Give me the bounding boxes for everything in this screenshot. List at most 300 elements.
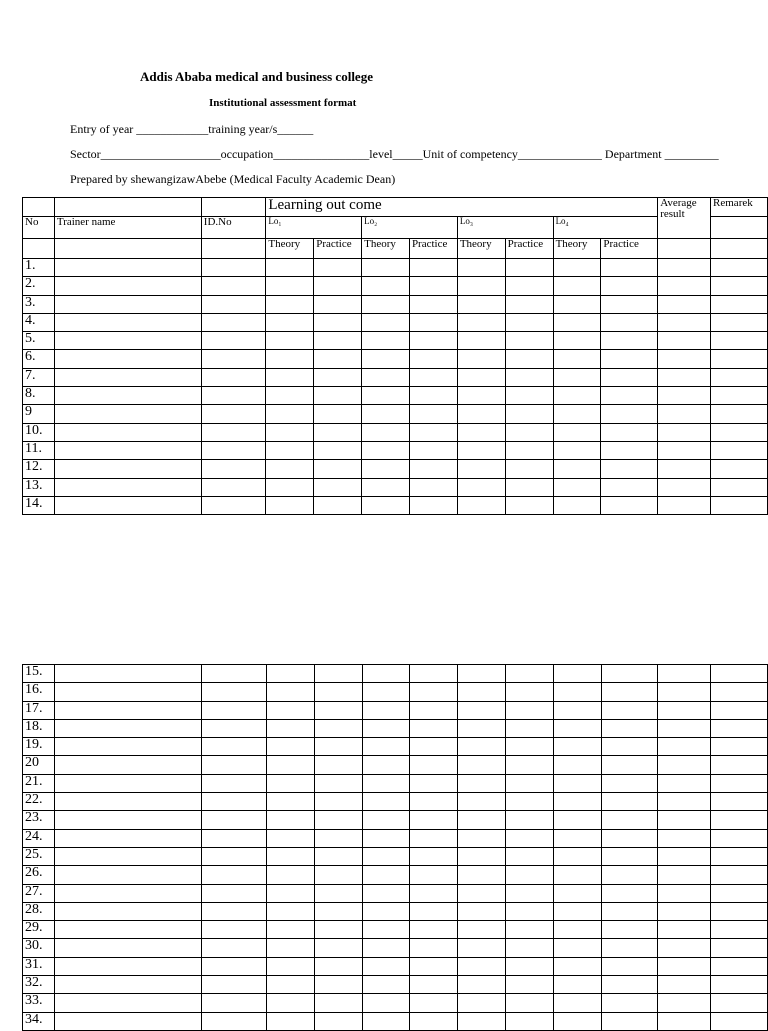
blank-cell	[601, 683, 658, 701]
blank-cell	[362, 496, 410, 514]
lo4-theory-header: Theory	[553, 239, 601, 259]
blank-cell	[362, 921, 410, 939]
blank-cell	[362, 847, 410, 865]
blank-cell	[506, 976, 554, 994]
blank-cell	[410, 738, 458, 756]
blank-cell	[267, 847, 315, 865]
blank-cell	[409, 332, 457, 350]
blank-cell	[314, 994, 362, 1012]
table-row	[23, 774, 768, 792]
lo2-theory-header: Theory	[362, 239, 410, 259]
blank-cell	[362, 332, 410, 350]
blank-cell	[553, 683, 601, 701]
blank-cell	[711, 313, 768, 331]
blank-cell	[506, 884, 554, 902]
row-number: 18.	[23, 719, 55, 737]
row-number: 23.	[23, 811, 55, 829]
blank-cell	[711, 1012, 768, 1030]
blank-cell	[505, 460, 553, 478]
blank-cell	[362, 1012, 410, 1030]
table-row	[23, 441, 768, 459]
blank-cell	[54, 332, 201, 350]
blank-cell	[54, 665, 201, 683]
blank-cell	[458, 756, 506, 774]
table-row	[23, 793, 768, 811]
blank-cell	[458, 866, 506, 884]
blank-cell	[314, 738, 362, 756]
blank-cell	[362, 478, 410, 496]
blank-cell	[505, 313, 553, 331]
row-number: 11.	[23, 441, 55, 459]
blank-cell	[54, 738, 201, 756]
blank-cell	[601, 811, 658, 829]
blank-cell	[201, 277, 266, 295]
blank-cell	[201, 368, 266, 386]
blank-cell	[458, 738, 506, 756]
blank-cell	[601, 1012, 658, 1030]
table-row	[23, 738, 768, 756]
blank-cell	[201, 423, 266, 441]
blank-cell	[362, 719, 410, 737]
blank-cell	[457, 478, 505, 496]
blank-cell	[266, 441, 314, 459]
lo3-theory-header: Theory	[457, 239, 505, 259]
blank-cell	[458, 976, 506, 994]
blank-cell	[410, 701, 458, 719]
blank-cell	[458, 811, 506, 829]
blank-cell	[314, 496, 362, 514]
blank-cell	[202, 665, 267, 683]
blank-cell	[54, 259, 201, 277]
blank-cell	[362, 793, 410, 811]
row-number: 4.	[23, 313, 55, 331]
row-number: 1.	[23, 259, 55, 277]
blank-cell	[658, 1012, 711, 1030]
table-row	[23, 701, 768, 719]
blank-cell	[54, 847, 201, 865]
blank-cell	[658, 902, 711, 920]
blank-cell	[505, 441, 553, 459]
blank-cell	[266, 423, 314, 441]
blank-cell	[314, 368, 362, 386]
blank-cell	[54, 1012, 201, 1030]
blank-cell	[658, 259, 711, 277]
blank-cell	[410, 665, 458, 683]
blank-cell	[458, 994, 506, 1012]
blank-cell	[553, 756, 601, 774]
table-row	[23, 719, 768, 737]
blank-cell	[658, 994, 711, 1012]
blank-cell	[553, 478, 601, 496]
blank-cell	[267, 921, 315, 939]
remark-header: Remarek	[711, 198, 768, 217]
blank-cell	[457, 313, 505, 331]
blank-cell	[54, 939, 201, 957]
blank-cell	[314, 756, 362, 774]
blank-cell	[409, 405, 457, 423]
blank-cell	[410, 811, 458, 829]
blank-cell	[54, 756, 201, 774]
table-row	[23, 994, 768, 1012]
table-row	[23, 847, 768, 865]
blank-cell	[266, 259, 314, 277]
blank-cell	[458, 701, 506, 719]
blank-cell	[202, 811, 267, 829]
row-number: 14.	[23, 496, 55, 514]
blank-cell	[267, 738, 315, 756]
blank-cell	[711, 496, 768, 514]
lo3-header: Lo₃	[457, 217, 553, 239]
blank-cell	[314, 387, 362, 405]
blank-cell	[711, 811, 768, 829]
blank-cell	[202, 719, 267, 737]
blank-cell	[409, 295, 457, 313]
blank-cell	[457, 332, 505, 350]
blank-cell	[601, 295, 658, 313]
blank-cell	[711, 756, 768, 774]
blank-cell	[711, 295, 768, 313]
blank-cell	[458, 793, 506, 811]
lo1-header: Lo₁	[266, 217, 362, 239]
blank-cell	[711, 683, 768, 701]
blank-cell	[601, 738, 658, 756]
blank-cell	[658, 478, 711, 496]
blank-cell	[457, 460, 505, 478]
blank-cell	[267, 884, 315, 902]
header-empty-cell	[23, 198, 55, 217]
blank-cell	[410, 829, 458, 847]
blank-cell	[658, 884, 711, 902]
blank-cell	[314, 665, 362, 683]
blank-cell	[54, 829, 201, 847]
table-row	[23, 313, 768, 331]
blank-cell	[266, 368, 314, 386]
blank-cell	[54, 387, 201, 405]
blank-cell	[711, 884, 768, 902]
blank-cell	[54, 884, 201, 902]
lo2-practice-header: Practice	[409, 239, 457, 259]
blank-cell	[314, 847, 362, 865]
blank-cell	[314, 259, 362, 277]
blank-cell	[314, 829, 362, 847]
blank-cell	[54, 313, 201, 331]
blank-cell	[267, 829, 315, 847]
blank-cell	[658, 921, 711, 939]
blank-cell	[658, 957, 711, 975]
blank-cell	[601, 793, 658, 811]
blank-cell	[711, 350, 768, 368]
blank-cell	[458, 902, 506, 920]
row-number: 8.	[23, 387, 55, 405]
blank-cell	[553, 368, 601, 386]
blank-cell	[409, 387, 457, 405]
blank-cell	[553, 496, 601, 514]
table-row	[23, 332, 768, 350]
blank-cell	[54, 994, 201, 1012]
blank-cell	[601, 866, 658, 884]
blank-cell	[711, 423, 768, 441]
blank-cell	[601, 957, 658, 975]
blank-cell	[711, 441, 768, 459]
row-number: 3.	[23, 295, 55, 313]
blank-cell	[658, 829, 711, 847]
blank-cell	[553, 332, 601, 350]
blank-cell	[711, 939, 768, 957]
blank-cell	[506, 719, 554, 737]
blank-cell	[505, 332, 553, 350]
blank-cell	[658, 847, 711, 865]
blank-cell	[202, 847, 267, 865]
blank-cell	[601, 719, 658, 737]
blank-cell	[601, 756, 658, 774]
row-number: 16.	[23, 683, 55, 701]
blank-cell	[553, 994, 601, 1012]
blank-cell	[54, 683, 201, 701]
prepared-by-line: Prepared by shewangizawAbebe (Medical Faculty Academic Dean)	[70, 172, 396, 186]
blank-cell	[658, 460, 711, 478]
blank-cell	[201, 259, 266, 277]
blank-cell	[202, 756, 267, 774]
blank-cell	[658, 405, 711, 423]
blank-cell	[658, 866, 711, 884]
blank-cell	[711, 405, 768, 423]
blank-cell	[314, 350, 362, 368]
blank-cell	[553, 441, 601, 459]
lo3-practice-header: Practice	[505, 239, 553, 259]
blank-cell	[362, 976, 410, 994]
blank-cell	[457, 387, 505, 405]
learning-outcome-header: Learning out come	[266, 198, 658, 217]
blank-cell	[601, 423, 658, 441]
blank-cell	[201, 496, 266, 514]
blank-cell	[409, 478, 457, 496]
blank-cell	[267, 957, 315, 975]
table-row	[23, 683, 768, 701]
blank-cell	[711, 847, 768, 865]
blank-cell	[553, 866, 601, 884]
blank-cell	[506, 701, 554, 719]
blank-cell	[314, 441, 362, 459]
table-row	[23, 866, 768, 884]
blank-cell	[601, 902, 658, 920]
blank-cell	[362, 829, 410, 847]
blank-cell	[314, 423, 362, 441]
row-number: 34.	[23, 1012, 55, 1030]
blank-cell	[658, 368, 711, 386]
blank-cell	[410, 902, 458, 920]
blank-cell	[267, 774, 315, 792]
blank-cell	[553, 793, 601, 811]
blank-cell	[553, 405, 601, 423]
row-number: 24.	[23, 829, 55, 847]
blank-cell	[362, 368, 410, 386]
row-number: 6.	[23, 350, 55, 368]
assessment-table-page2	[22, 664, 768, 1031]
table-row	[23, 405, 768, 423]
blank-cell	[506, 921, 554, 939]
blank-cell	[553, 976, 601, 994]
row-number: 5.	[23, 332, 55, 350]
blank-cell	[506, 811, 554, 829]
blank-cell	[314, 701, 362, 719]
blank-cell	[54, 368, 201, 386]
blank-cell	[711, 976, 768, 994]
header-empty-cell	[711, 239, 768, 259]
blank-cell	[54, 957, 201, 975]
blank-cell	[54, 460, 201, 478]
blank-cell	[601, 387, 658, 405]
blank-cell	[505, 405, 553, 423]
blank-cell	[601, 994, 658, 1012]
college-name: Addis Ababa medical and business college	[140, 69, 373, 84]
row-number: 9	[23, 405, 55, 423]
blank-cell	[314, 478, 362, 496]
blank-cell	[54, 277, 201, 295]
table-row	[23, 460, 768, 478]
row-number: 19.	[23, 738, 55, 756]
blank-cell	[658, 793, 711, 811]
blank-cell	[362, 259, 410, 277]
blank-cell	[409, 313, 457, 331]
blank-cell	[267, 683, 315, 701]
blank-cell	[54, 902, 201, 920]
blank-cell	[553, 829, 601, 847]
blank-cell	[362, 866, 410, 884]
blank-cell	[553, 921, 601, 939]
blank-cell	[267, 866, 315, 884]
blank-cell	[266, 295, 314, 313]
blank-cell	[601, 405, 658, 423]
blank-cell	[658, 701, 711, 719]
blank-cell	[458, 829, 506, 847]
header-empty-cell	[54, 239, 201, 259]
blank-cell	[601, 460, 658, 478]
blank-cell	[553, 423, 601, 441]
blank-cell	[314, 921, 362, 939]
blank-cell	[457, 423, 505, 441]
blank-cell	[457, 496, 505, 514]
blank-cell	[505, 423, 553, 441]
blank-cell	[458, 847, 506, 865]
blank-cell	[658, 332, 711, 350]
row-number: 2.	[23, 277, 55, 295]
blank-cell	[658, 423, 711, 441]
blank-cell	[711, 368, 768, 386]
blank-cell	[202, 939, 267, 957]
blank-cell	[201, 405, 266, 423]
table-row	[23, 1012, 768, 1030]
blank-cell	[201, 460, 266, 478]
blank-cell	[314, 957, 362, 975]
table-row	[23, 295, 768, 313]
blank-cell	[506, 1012, 554, 1030]
blank-cell	[601, 774, 658, 792]
row-number: 12.	[23, 460, 55, 478]
blank-cell	[362, 884, 410, 902]
blank-cell	[54, 793, 201, 811]
blank-cell	[266, 350, 314, 368]
blank-cell	[553, 701, 601, 719]
blank-cell	[409, 460, 457, 478]
blank-cell	[54, 478, 201, 496]
blank-cell	[362, 460, 410, 478]
blank-cell	[505, 368, 553, 386]
blank-cell	[601, 478, 658, 496]
blank-cell	[314, 277, 362, 295]
blank-cell	[409, 277, 457, 295]
blank-cell	[314, 313, 362, 331]
blank-cell	[362, 774, 410, 792]
header-empty-cell	[201, 198, 266, 217]
sector-line: Sector____________________occupation________________level_____Unit of competency______________ Department _________	[70, 147, 719, 161]
blank-cell	[362, 811, 410, 829]
blank-cell	[266, 332, 314, 350]
blank-cell	[201, 295, 266, 313]
blank-cell	[658, 683, 711, 701]
blank-cell	[202, 866, 267, 884]
blank-cell	[202, 921, 267, 939]
blank-cell	[266, 478, 314, 496]
row-number: 26.	[23, 866, 55, 884]
blank-cell	[658, 774, 711, 792]
blank-cell	[505, 295, 553, 313]
blank-cell	[362, 277, 410, 295]
blank-cell	[505, 350, 553, 368]
blank-cell	[457, 295, 505, 313]
blank-cell	[601, 665, 658, 683]
blank-cell	[506, 957, 554, 975]
table-row	[23, 259, 768, 277]
blank-cell	[711, 774, 768, 792]
table-row	[23, 665, 768, 683]
blank-cell	[711, 738, 768, 756]
table-row	[23, 478, 768, 496]
blank-cell	[202, 774, 267, 792]
blank-cell	[54, 976, 201, 994]
blank-cell	[711, 701, 768, 719]
blank-cell	[658, 756, 711, 774]
blank-cell	[457, 277, 505, 295]
blank-cell	[506, 683, 554, 701]
blank-cell	[409, 441, 457, 459]
blank-cell	[506, 866, 554, 884]
blank-cell	[505, 277, 553, 295]
blank-cell	[658, 811, 711, 829]
blank-cell	[711, 277, 768, 295]
blank-cell	[202, 738, 267, 756]
blank-cell	[601, 441, 658, 459]
blank-cell	[54, 350, 201, 368]
blank-cell	[266, 387, 314, 405]
blank-cell	[266, 405, 314, 423]
blank-cell	[201, 387, 266, 405]
blank-cell	[553, 387, 601, 405]
blank-cell	[505, 478, 553, 496]
blank-cell	[201, 478, 266, 496]
blank-cell	[553, 939, 601, 957]
blank-cell	[601, 921, 658, 939]
row-number: 7.	[23, 368, 55, 386]
blank-cell	[658, 665, 711, 683]
blank-cell	[457, 368, 505, 386]
blank-cell	[457, 259, 505, 277]
table-row	[23, 387, 768, 405]
blank-cell	[711, 387, 768, 405]
blank-cell	[553, 719, 601, 737]
blank-cell	[711, 829, 768, 847]
table-row	[23, 423, 768, 441]
blank-cell	[409, 350, 457, 368]
